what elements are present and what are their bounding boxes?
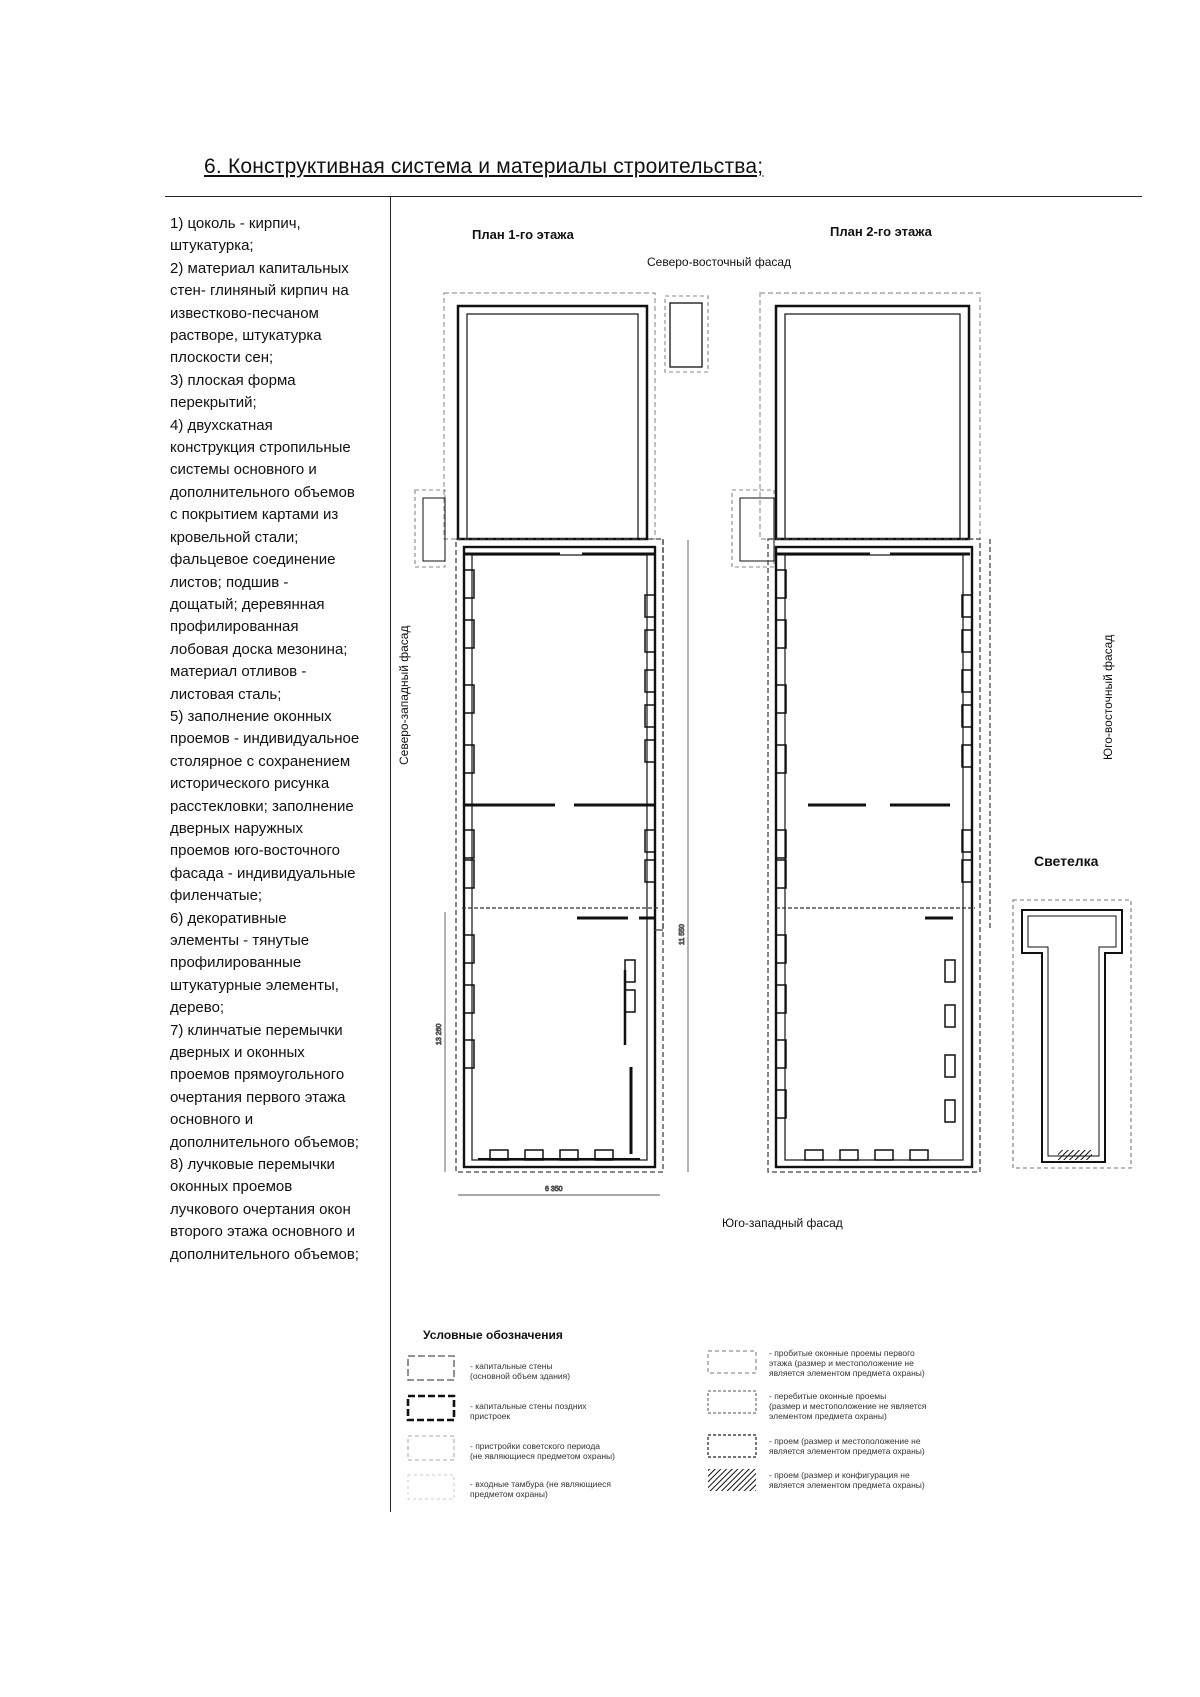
legend-item-8: - проем (размер и конфигурация не является элементом предмета охраны) (769, 1470, 925, 1490)
svetelka-title: Светелка (1034, 853, 1099, 869)
materials-line: 6) декоративные (170, 909, 287, 927)
plan2-title: План 2-го этажа (830, 224, 932, 239)
materials-line: кровельной стали; (170, 528, 299, 546)
legend-title: Условные обозначения (423, 1328, 563, 1342)
materials-line: стен- глиняный кирпич на (170, 282, 349, 300)
materials-line: проемов - индивидуальное (170, 730, 360, 748)
materials-line: дверных наружных (170, 819, 304, 837)
materials-line: элементы - тянутые (170, 932, 310, 949)
materials-line: штукатурные элементы, (170, 976, 339, 994)
materials-line: дополнительного объемов (170, 483, 355, 501)
materials-line: 5) заполнение оконных (170, 707, 332, 725)
materials-line: листов; подшив - (170, 573, 289, 591)
materials-line: конструкция стропильные (170, 439, 351, 457)
legend-swatches (408, 1351, 756, 1499)
materials-line: основного и (170, 1111, 254, 1129)
materials-line: штукатурка; (170, 237, 254, 255)
section-heading: 6. Конструктивная система и материалы строительства; (204, 155, 764, 178)
legend-item-4: - входные тамбура (не являющиеся предметом охраны) (470, 1479, 611, 1499)
materials-line: листовая сталь; (170, 685, 282, 703)
materials-line: дерево; (170, 999, 225, 1017)
materials-line: фальцевое соединение (170, 551, 336, 569)
materials-line: очертания первого этажа (170, 1088, 346, 1106)
facade-ne-label: Северо-восточный фасад (647, 255, 792, 269)
facade-nw-label: Северо-западный фасад (397, 625, 411, 765)
dim-length: 11 550 (679, 924, 686, 945)
materials-line: дверных и оконных (170, 1044, 305, 1062)
materials-line: 2) материал капитальных (170, 259, 349, 277)
materials-line: 3) плоская форма (170, 371, 296, 389)
materials-line: второго этажа основного и (170, 1223, 356, 1241)
plan1-floor (415, 293, 708, 1172)
facade-sw-label: Юго-западный фасад (722, 1216, 843, 1230)
materials-line: 1) цоколь - кирпич, (170, 215, 301, 232)
materials-line: 4) двухскатная (170, 416, 273, 434)
materials-line: столярное с сохранением (170, 752, 351, 770)
materials-line: проемов прямоугольного (170, 1066, 345, 1084)
materials-line: дополнительного объемов; (170, 1245, 359, 1263)
materials-line: перекрытий; (170, 394, 257, 412)
legend-item-6: - перебитые оконные проемы (размер и местоположение не является элементом предмета охраны) (769, 1391, 927, 1421)
materials-line: расстекловки; заполнение (170, 797, 354, 815)
facade-se-label: Юго-восточный фасад (1101, 634, 1115, 760)
plan1-title: План 1-го этажа (472, 227, 574, 242)
materials-line: растворе, штукатурка (170, 327, 322, 345)
materials-line: дощатый; деревянная (170, 595, 325, 613)
materials-line: материал отливов - (170, 663, 307, 681)
materials-line: системы основного и (170, 461, 317, 479)
materials-line: профилированная (170, 618, 299, 636)
materials-line: 8) лучковые перемычки (170, 1156, 335, 1174)
legend-item-7: - проем (размер и местоположение не является элементом предмета охраны) (769, 1436, 925, 1456)
legend-item-5: - пробитые оконные проемы первого этажа (размер и местоположение не является элементом предмета охраны) (769, 1348, 925, 1378)
materials-line: филенчатые; (170, 887, 263, 905)
materials-line: оконных проемов (170, 1178, 293, 1196)
materials-line: исторического рисунка (170, 775, 330, 793)
materials-line: лобовая доска мезонина; (170, 640, 348, 658)
materials-line: известково-песчаном (170, 304, 319, 322)
legend-item-2: - капитальные стены поздних пристроек (470, 1401, 587, 1421)
materials-line: 7) клинчатые перемычки (170, 1021, 343, 1039)
materials-line: дополнительного объемов; (170, 1133, 359, 1151)
materials-line: фасада - индивидуальные (170, 864, 356, 882)
svetelka-plan (1013, 900, 1131, 1168)
materials-line: лучкового очертания окон (170, 1200, 351, 1218)
materials-line: проемов юго-восточного (170, 842, 340, 860)
materials-line: плоскости сен; (170, 349, 274, 367)
dim-width: 6 350 (545, 1186, 563, 1193)
dim-partial: 13 260 (436, 1023, 443, 1045)
materials-line: с покрытием картами из (170, 506, 339, 524)
legend-item-3: - пристройки советского периода (не являющиеся предметом охраны) (470, 1441, 615, 1461)
materials-line: профилированные (170, 954, 302, 972)
legend-item-1: - капитальные стены (основной объем здания) (470, 1361, 571, 1381)
plan2-floor (732, 293, 990, 1172)
